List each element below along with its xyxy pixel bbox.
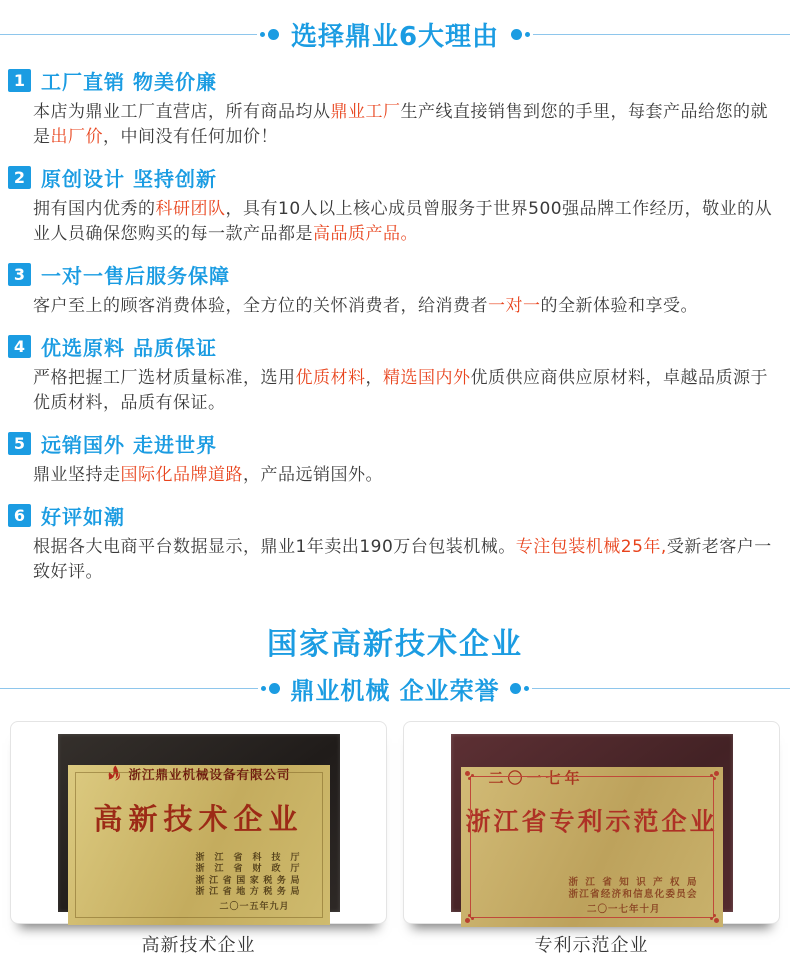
highlighted-text-segment: 一对一 xyxy=(488,296,541,316)
big-dot-icon xyxy=(511,29,522,40)
reason-title: 好评如潮 xyxy=(41,505,125,529)
text-segment: ，产品远销国外。 xyxy=(243,465,383,485)
highlighted-text-segment: 精选国内外 xyxy=(383,368,471,388)
patent-plaque-photo xyxy=(451,734,733,915)
text-segment: ，具有10人以上核心成员曾服务于世界500强品牌工作经历，敬业的从业人员确保您购买的每一款产品都是 xyxy=(33,199,773,244)
text-segment: 生产线直接销售到您的手里，每套产品给您的就是 xyxy=(33,102,768,147)
reasons-section-header xyxy=(0,0,790,53)
highlighted-text-segment: 出厂价 xyxy=(50,127,103,147)
plaque-gold-face xyxy=(461,767,723,927)
reason-title: 一对一售后服务保障 xyxy=(41,264,230,288)
reason-item-6 xyxy=(8,501,778,585)
issuer-line: 浙江省地方税务局 xyxy=(195,887,300,897)
divider-line xyxy=(533,34,790,35)
reason-item-5 xyxy=(8,429,778,488)
highlighted-text-segment: 优质材料 xyxy=(295,368,366,388)
corner-flourish-icon xyxy=(465,771,477,783)
issuer-line: 浙江省国家税务局 xyxy=(195,875,300,886)
big-dot-icon xyxy=(269,683,280,694)
reason-body-text xyxy=(33,197,778,247)
issuer-line: 浙江省知识产权局 xyxy=(568,876,697,888)
reason-heading xyxy=(8,501,778,530)
issuer-line: 浙江省经济和信息化委员会 xyxy=(568,889,697,900)
reason-body-text xyxy=(33,463,778,488)
reason-item-1 xyxy=(8,66,778,150)
text-segment: 根据各大电商平台数据显示，鼎业1年卖出190万台包装机械。 xyxy=(33,537,516,557)
reason-body-text xyxy=(33,100,778,150)
reason-body-text xyxy=(33,366,778,416)
reason-title: 优选原料 品质保证 xyxy=(41,336,217,360)
reason-number-badge: 3 xyxy=(8,263,31,286)
highlighted-text-segment: 科研团队 xyxy=(155,199,226,219)
reason-heading xyxy=(8,332,778,361)
plaque-year: 二〇一七年 xyxy=(488,768,584,787)
highlighted-text-segment: 鼎业工厂 xyxy=(330,102,401,122)
reason-heading xyxy=(8,429,778,458)
corner-flourish-icon xyxy=(465,911,477,923)
plaque-title: 浙江省专利示范企业 xyxy=(465,806,718,836)
reasons-section-title: 选择鼎业6大理由 xyxy=(290,22,500,52)
reason-heading xyxy=(8,163,778,192)
text-segment: 优质供应商供应原材料，卓越品质源于优质材料，品质有保证。 xyxy=(33,368,768,413)
reason-number-badge: 5 xyxy=(8,432,31,455)
reason-item-3 xyxy=(8,260,778,319)
divider-line xyxy=(0,688,258,689)
plaque-company-row xyxy=(68,765,330,784)
reason-title: 原创设计 坚持创新 xyxy=(41,167,217,191)
plaque-company-name: 浙江鼎业机械设备有限公司 xyxy=(128,767,291,782)
certificate-captions-row xyxy=(0,931,790,957)
highlighted-text-segment: 国际化品牌道路 xyxy=(120,465,243,485)
reason-heading xyxy=(8,260,778,289)
text-segment: 鼎业坚持走 xyxy=(33,465,121,485)
issuer-line: 浙江省财政厅 xyxy=(195,864,300,874)
reason-number-badge: 1 xyxy=(8,69,31,92)
plaque-title: 高新技术企业 xyxy=(93,801,304,836)
honors-sub-header xyxy=(0,671,790,706)
plaque-issuers xyxy=(196,853,300,899)
text-segment: 拥有国内优秀的 xyxy=(33,199,156,219)
big-dot-icon xyxy=(268,29,279,40)
honors-sub-title: 鼎业机械 企业荣誉 xyxy=(290,677,500,705)
certificate-cards-row xyxy=(0,721,790,924)
reason-heading xyxy=(8,66,778,95)
highlighted-text-segment: 专注包装机械25年, xyxy=(515,537,667,557)
certificate-card-hightech xyxy=(10,721,387,924)
honors-main-title: 国家高新技术企业 xyxy=(267,627,523,662)
plaque-issuers xyxy=(569,877,697,902)
divider-line xyxy=(532,688,790,689)
small-dot-icon xyxy=(524,686,529,691)
text-segment: 的全新体验和享受。 xyxy=(540,296,698,316)
hightech-plaque-photo xyxy=(58,734,340,912)
plaque-issue-date: 二〇一七年十月 xyxy=(586,903,661,915)
reason-number-badge: 2 xyxy=(8,166,31,189)
company-flame-logo-icon xyxy=(106,765,122,784)
small-dot-icon xyxy=(525,32,530,37)
reason-body-text xyxy=(33,535,778,585)
issuer-line: 浙江省科技厅 xyxy=(195,852,300,863)
reason-number-badge: 4 xyxy=(8,335,31,358)
reason-body-text xyxy=(33,294,778,319)
plaque-issue-date: 二〇一五年九月 xyxy=(219,901,290,912)
certificate-caption-hightech: 高新技术企业 xyxy=(141,935,256,956)
corner-flourish-icon xyxy=(707,911,719,923)
highlighted-text-segment: 高品质产品。 xyxy=(313,224,418,244)
text-segment: 严格把握工厂选材质量标准，选用 xyxy=(33,368,296,388)
text-segment: ， xyxy=(365,368,383,388)
small-dot-icon xyxy=(261,686,266,691)
text-segment: 客户至上的顾客消费体验，全方位的关怀消费者，给消费者 xyxy=(33,296,488,316)
text-segment: 受新老客户一致好评。 xyxy=(33,537,772,582)
reason-item-4 xyxy=(8,332,778,416)
reason-title: 远销国外 走进世界 xyxy=(41,433,217,457)
text-segment: 本店为鼎业工厂直营店，所有商品均从 xyxy=(33,102,331,122)
certificate-caption-patent: 专利示范企业 xyxy=(534,935,649,956)
reason-title: 工厂直销 物美价廉 xyxy=(41,70,217,94)
small-dot-icon xyxy=(260,32,265,37)
text-segment: ，中间没有任何加价！ xyxy=(103,127,278,147)
certificate-card-patent xyxy=(403,721,780,924)
divider-line xyxy=(0,34,257,35)
plaque-gold-face xyxy=(68,765,330,925)
reason-number-badge: 6 xyxy=(8,504,31,527)
reason-item-2 xyxy=(8,163,778,247)
big-dot-icon xyxy=(510,683,521,694)
